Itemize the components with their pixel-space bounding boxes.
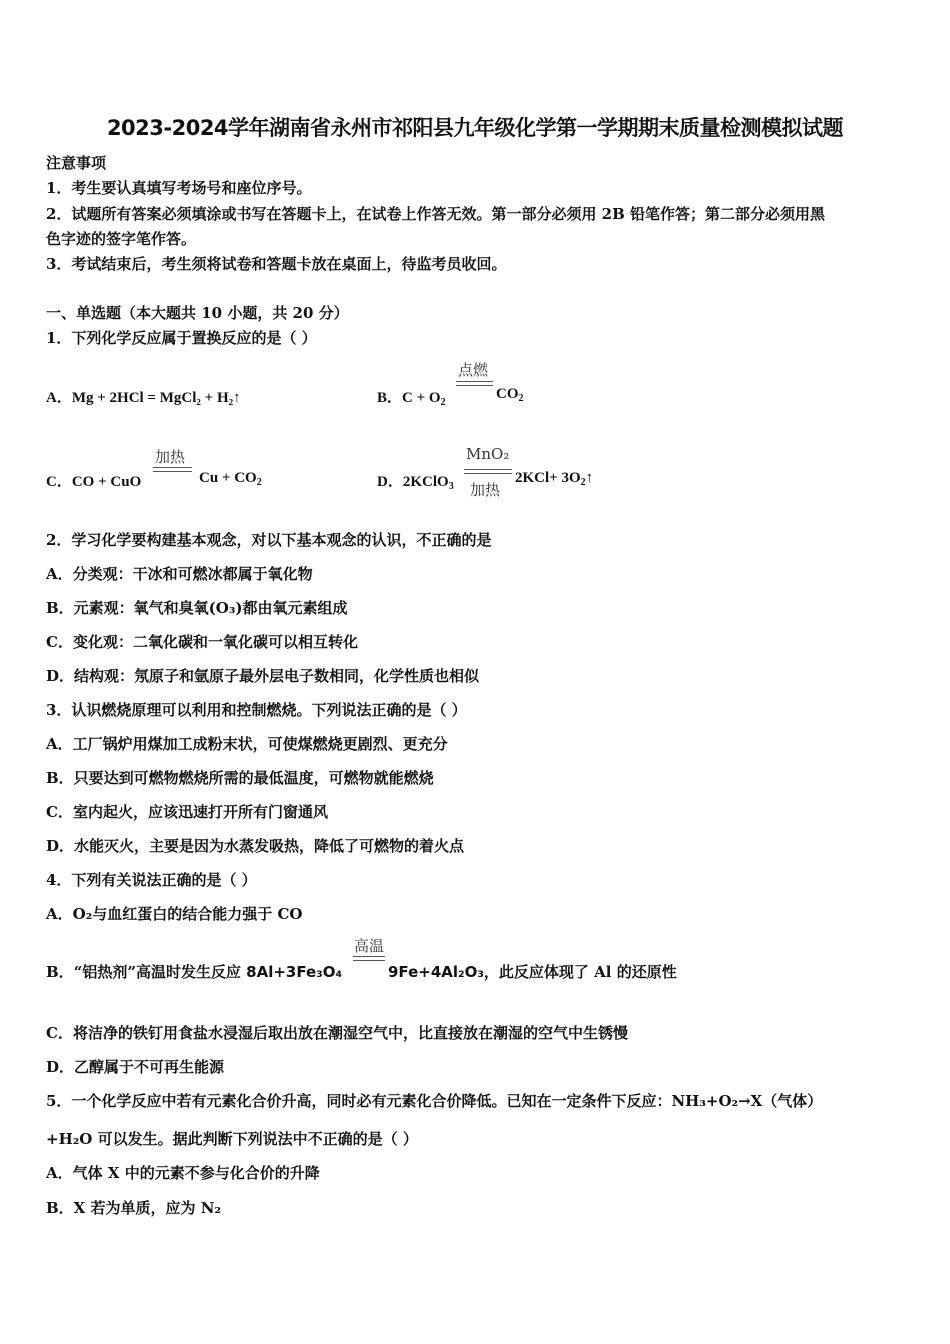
reactants: CO + CuO	[71, 474, 142, 490]
notice-item-1: 1．考生要认真填写考场号和座位序号。	[46, 179, 312, 197]
products: CO	[496, 386, 519, 402]
q1-d-products	[515, 470, 593, 487]
q4-b-condition: 高温	[354, 937, 385, 955]
q4-b-products	[388, 961, 677, 982]
q1-d-condition: 加热	[470, 481, 501, 499]
question-5-stem-cont: +H₂O 可以发生。据此判断下列说法中不正确的是（ ）	[46, 1130, 418, 1148]
question-4-stem: 4．下列有关说法正确的是（ ）	[46, 871, 257, 889]
option-label: D．	[377, 474, 403, 490]
subscript: 2	[256, 477, 262, 488]
q2-option-a: A．分类观：干冰和可燃冰都属于氧化物	[46, 565, 313, 583]
option-label: B．	[46, 963, 74, 981]
q3-option-b: B．只要达到可燃物燃烧所需的最低温度，可燃物就能燃烧	[46, 769, 434, 787]
subscript: 3	[448, 481, 454, 492]
reactants: 8Al+3Fe₃O₄	[246, 963, 343, 981]
products: Cu + CO	[199, 470, 257, 486]
q4-option-b	[46, 961, 342, 982]
q1-b-condition: 点燃	[458, 361, 489, 379]
q1-d-catalyst: MnO₂	[466, 445, 510, 463]
option-text: “铝热剂”高温时发生反应	[73, 963, 247, 981]
option-label: B．	[377, 390, 403, 406]
exam-title: 2023-2024学年湖南省永州市祁阳县九年级化学第一学期期末质量检测模拟试题	[106, 116, 844, 140]
q4-option-c: C．将洁净的铁钉用食盐水浸湿后取出放在潮湿空气中，比直接放在潮湿的空气中生锈慢	[46, 1024, 628, 1042]
question-5-stem: 5．一个化学反应中若有元素化合价升高，同时必有元素化合价降低。已知在一定条件下反应：NH₃+O₂→X（气体）	[46, 1092, 823, 1110]
gas-arrow: ↑	[585, 470, 594, 486]
option-label: C．	[46, 474, 72, 490]
q3-option-c: C．室内起火，应该迅速打开所有门窗通风	[46, 803, 328, 821]
question-1-stem: 1．下列化学反应属于置换反应的是（ ）	[46, 329, 317, 347]
q4-option-d: D．乙醇属于不可再生能源	[46, 1058, 225, 1076]
q1-option-d	[377, 470, 454, 491]
option-label: A．	[46, 390, 72, 406]
q4-option-a: A．O₂与血红蛋白的结合能力强于 CO	[46, 905, 303, 923]
q1-c-products	[199, 470, 262, 487]
notice-item-3: 3．考试结束后，考生须将试卷和答题卡放在桌面上，待监考员收回。	[46, 255, 507, 273]
subscript: 2	[580, 477, 586, 488]
reactants: C + O	[402, 390, 441, 406]
option-text: ，此反应体现了 Al 的还原性	[483, 963, 677, 981]
q3-option-a: A．工厂锅炉用煤加工成粉末状，可使煤燃烧更剧烈、更充分	[46, 735, 448, 753]
products: 9Fe+4Al₂O₃	[388, 963, 484, 981]
q1-d-equals-sign	[464, 469, 512, 474]
q1-c-condition: 加热	[155, 448, 186, 466]
q3-option-d: D．水能灭火，主要是因为水蒸发吸热，降低了可燃物的着火点	[46, 837, 465, 855]
notice-heading: 注意事项	[46, 154, 107, 172]
reactants: 2KClO	[402, 474, 449, 490]
products: 2KCl+ 3O	[515, 470, 581, 486]
section-heading: 一、单选题（本大题共 10 小题，共 20 分）	[46, 304, 349, 322]
q1-option-b	[377, 386, 446, 407]
q2-option-c: C．变化观：二氧化碳和一氧化碳可以相互转化	[46, 633, 358, 651]
question-3-stem: 3．认识燃烧原理可以利用和控制燃烧。下列说法正确的是（ ）	[46, 701, 467, 719]
subscript: 2	[440, 397, 446, 408]
q1-option-a	[46, 386, 241, 407]
q4-b-equals-sign	[353, 956, 385, 961]
q1-option-c	[46, 470, 141, 491]
q2-option-d: D．结构观：氖原子和氩原子最外层电子数相同，化学性质也相似	[46, 667, 480, 685]
q1-b-products	[496, 386, 524, 403]
q5-option-b: B．X 若为单质，应为 N₂	[46, 1199, 222, 1217]
q1-b-equals-sign	[456, 381, 493, 386]
q5-option-a: A．气体 X 中的元素不参与化合价的升降	[46, 1164, 320, 1182]
q1-c-equals-sign	[153, 467, 192, 472]
q2-option-b: B．元素观：氧气和臭氧(O₃)都由氧元素组成	[46, 599, 348, 617]
notice-item-2-cont: 色字迹的签字笔作答。	[46, 230, 197, 248]
notice-item-2: 2．试题所有答案必须填涂或书写在答题卡上，在试卷上作答无效。第一部分必须用 2B 铅笔作答；第二部分必须用黑	[46, 205, 826, 223]
equation: Mg + 2HCl = MgCl₂ + H₂↑	[71, 390, 241, 406]
subscript: 2	[518, 393, 524, 404]
question-2-stem: 2．学习化学要构建基本观念，对以下基本观念的认识，不正确的是	[46, 531, 492, 549]
